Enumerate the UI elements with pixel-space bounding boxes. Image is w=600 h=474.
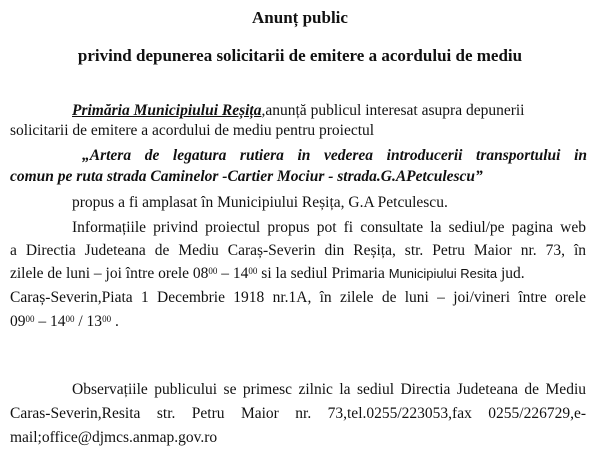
paragraph-4-line-1: Observațiile publicului se primesc zilnic la sediul Directia Judeteana de Mediu — [72, 381, 586, 398]
superscript: 00 — [25, 314, 35, 324]
superscript: 00 — [102, 314, 112, 324]
document-subtitle: privind depunerea solicitarii de emitere a acordului de mediu — [77, 46, 523, 65]
hours-text: – 14 — [34, 313, 66, 330]
hours-text: . — [111, 313, 119, 330]
paragraph-3-line-4: Caraș-Severin,Piata 1 Decembrie 1918 nr.1A, în zilele de luni – joi/vineri între orele — [10, 289, 586, 306]
paragraph-1-text: ,anunță publicul interesat asupra depunerii — [261, 102, 525, 119]
superscript: 00 — [208, 266, 218, 276]
paragraph-3-line-2: a Directia Judeteana de Mediu Caraș-Severin din Reșița, str. Petru Maior nr. 73, în — [10, 242, 586, 259]
superscript: 00 — [248, 266, 258, 276]
project-name-line-1: „Artera de legatura rutiera in vederea introducerii transportului in — [82, 147, 587, 164]
hours-text: 09 — [10, 313, 26, 330]
paragraph-3-line-3 — [10, 264, 525, 284]
hours-text: si la sediul Primaria — [257, 265, 389, 282]
municipality-name: Municipiului Resita — [388, 266, 498, 281]
hours-text: / 13 — [74, 313, 103, 330]
project-location: propus a fi amplasat în Municipiului Reșița, G.A Petculescu. — [72, 194, 448, 211]
superscript: 00 — [65, 314, 75, 324]
paragraph-3-line-1: Informațiile privind proiectul propus pot fi consultate la sediul/pe pagina web — [72, 219, 586, 236]
contact-email: mail;office@djmcs.anmap.gov.ro — [10, 429, 218, 446]
paragraph-4-line-2: Caras-Severin,Resita str. Petru Maior nr. 73,tel.0255/223053,fax 0255/226729,e- — [10, 405, 586, 422]
hours-text: jud. — [497, 265, 525, 282]
hours-text: zilele de luni – joi între orele 08 — [10, 265, 209, 282]
project-name-line-2: comun pe ruta strada Caminelor -Cartier Mociur - strada.G.APetculescu” — [10, 168, 483, 185]
paragraph-1-line-1 — [72, 101, 586, 121]
hours-text: – 14 — [217, 265, 249, 282]
paragraph-3-line-5 — [10, 312, 119, 332]
document-title: Anunț public — [252, 8, 348, 27]
paragraph-1-line-2: solicitarii de emitere a acordului de mediu pentru proiectul — [10, 122, 375, 139]
authority-name: Primăria Municipiului Reșița — [72, 102, 262, 119]
